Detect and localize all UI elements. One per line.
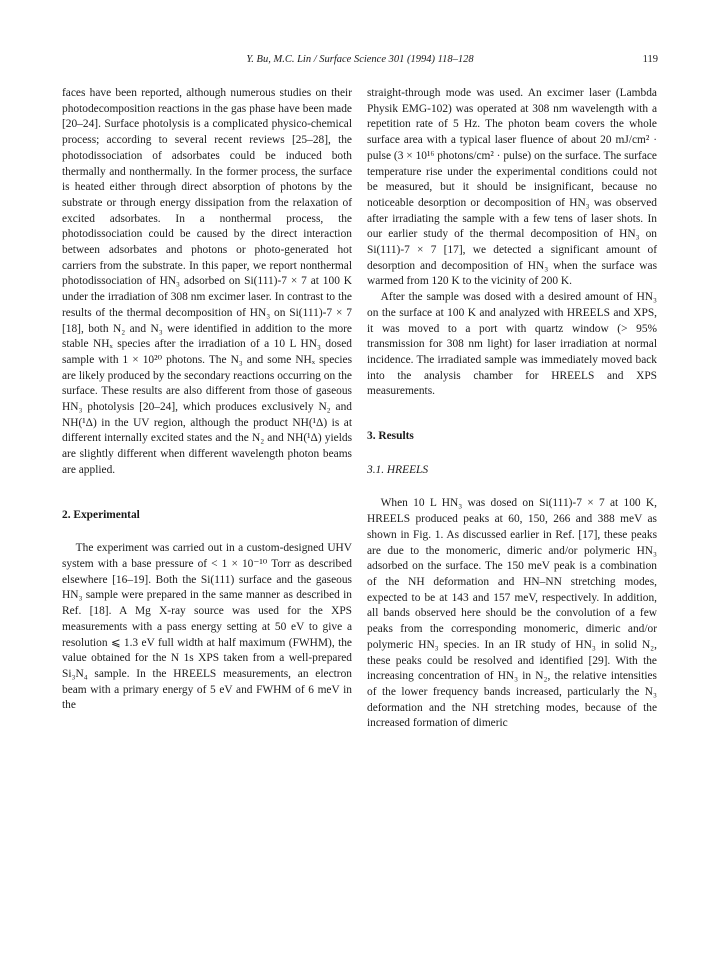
- running-header: [62, 54, 658, 70]
- running-title: Y. Bu, M.C. Lin / Surface Science 301 (1994) 118–128: [246, 54, 474, 65]
- right-paragraph-3: When 10 L HN₃ was dosed on Si(111)-7 × 7 at 100 K, HREELS produced peaks at 60, 150, 266 and 388 meV as shown in Fig. 1. As discussed earlier in Ref. [17], these peaks are due to the monomeric, dimeric and/or polymeric HN₃ adsorbed on the surface. The 150 meV peak is a combination of the NH deformation and HN–NN stretching modes, expected to be at 143 and 157 meV, respectively. In addition, all bands observed here should be the convolution of a few peaks from the corresponding monomeric, dimeric and/or polymeric HN₃ species. In an IR study of HN₃ in solid N₂, these peaks could be resolved and identified [29]. With the increasing concentration of HN₃ in N₂, the relative intensities of the lower frequency bands increased, particularly the N₃ deformation and the NH stretching modes, because of the increased formation of dimeric: [367, 497, 657, 730]
- right-paragraph-2: After the sample was dosed with a desired amount of HN₃ on the surface at 100 K and analyzed with HREELS and XPS, it was moved to a port with quartz window (> 95% transmission for 308 nm light) for laser irradiation at normal incidence. The irradiated sample was immediately moved back into the analysis chamber for HREELS and XPS measurements.: [367, 291, 657, 398]
- left-column: [62, 86, 352, 714]
- left-paragraph-1: faces have been reported, although numerous studies on their photodecomposition reactions in the gas phase have been made [20–24]. Surface photolysis is a complicated physico-chemical process; according to several recent reviews [25–28], the photodissociation of adsorbates could be induced both thermally and nonthermally. In the former process, the surface is heated either through direct absorption of photons by the substrate or through energy dissipation from the relaxation of excited adsorbates. In a nonthermal process, the photodissociation could be caused by the direct interaction between adsorbates and photons or photo-generated hot carriers from the substrate. In this paper, we report nonthermal photodissociation of HN₃ adsorbed on Si(111)-7 × 7 at 100 K under the irradiation of 308 nm excimer laser. In contrast to the results of the thermal decomposition of HN₃ on Si(111)-7 × 7 [18], both N₂ and N₃ were identified in addition to the more stable NHₓ species after the irradiation of a 10 L HN₃ dosed sample with 1 × 10²⁰ photons. The N₃ and some NHₓ species are likely produced by the secondary reactions occurring on the surface. These results are also different from those of gaseous HN₃ photolysis [20–24], which produces exclusively N₂ and NH(¹Δ) in the UV region, although the product NH(¹Δ) is at different internally excited states and the N₂ and NH(¹Δ) yields are slightly different when different wavelength photon beams are applied.: [62, 87, 352, 476]
- subsection-heading-hreels: 3.1. HREELS: [367, 463, 429, 476]
- left-paragraph-2: The experiment was carried out in a custom-designed UHV system with a base pressure of < 1 × 10⁻¹⁰ Torr as described elsewhere [16–19]. Both the Si(111) surface and the gaseous HN₃ sample were prepared in the same manner as described in Ref. [18]. A Mg X-ray source was used for the XPS measurements with a pass energy setting at 50 eV to give a resolution ⩽ 1.3 eV full width at half maximum (FWHM), the value obtained for the N 1s XPS taken from a well-prepared Si₃N₄ sample. In the HREELS measurements, an electron beam with a primary energy of 5 eV and FWHM of 6 meV in the: [62, 542, 352, 712]
- page-number: 119: [642, 54, 658, 65]
- section-heading-experimental: 2. Experimental: [62, 508, 140, 521]
- right-column: [367, 86, 657, 732]
- right-paragraph-1: straight-through mode was used. An excimer laser (Lambda Physik EMG-102) was operated at 308 nm wavelength with a repetition rate of 5 Hz. The photon beam covers the whole surface area with a typical laser fluence of about 20 mJ/cm² · pulse (3 × 10¹⁶ photons/cm² · pulse) on the surface. The surface temperature rise under the experimental conditions could not be measured, but it should be insignificant, because no noticeable desorption or decomposition of HN₃ was observed after irradiating the sample with a few tens of laser shots. In our earlier study of the thermal decomposition of HN₃ on Si(111)-7 × 7 [17], we detected a significant amount of desorption and decomposition of HN₃ when the surface was warmed from 120 K to the vicinity of 200 K.: [367, 87, 657, 288]
- section-heading-results: 3. Results: [367, 430, 414, 443]
